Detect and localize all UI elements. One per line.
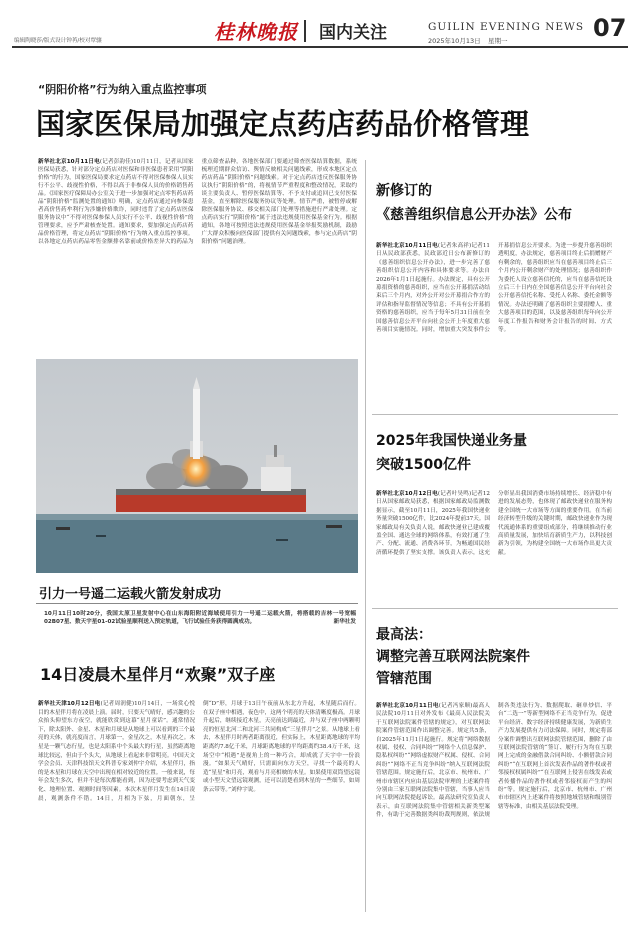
express-headline-line2: 突破1500亿件 bbox=[376, 457, 471, 473]
page-number: 07 bbox=[593, 14, 627, 42]
header-rule bbox=[12, 46, 628, 48]
photo-caption-text: 10月11日10时20分，我国太原卫星发射中心在山东海阳附近海域使用引力一号遥二运载火箭，将搭载的吉林一号宽幅02B07星、数天宇星01-02试验星顺利送入预定轨道，飞行试验任务获得圆满成功。 bbox=[44, 611, 356, 626]
jupiter-body bbox=[38, 700, 360, 914]
lead-reporter: (记者彭韵佳) bbox=[99, 159, 134, 165]
header-divider-bar bbox=[304, 20, 306, 42]
photo-caption-box bbox=[44, 610, 356, 644]
court-headline-line3: 管辖范围 bbox=[376, 671, 432, 687]
charity-headline-line1: 新修订的 bbox=[376, 183, 432, 199]
charity-body-text: 记者11日从民政部获悉，民政部近日公布新修订的《慈善组织信息公开办法》，进一步完善了慈善组织信息公开内容和具体要求等。办法自2026年1月1日起施行。办法规定，具有公开募捐资格的慈善组织，应当在公开募捐活动结束后三个月内，对外公开对公开募捐合作方的评估和指导监督情况等信息；不具有公开募捐资格的慈善组织，应当于每年5月31日前在全国慈善信息公开平台向社会公开上年度重大慈善项目实施情况。同时，增加重大突发事件公开募捐信息公开要求。为进一步提升慈善组织透明度，办法规定，慈善项目终止后捐赠财产有剩余的，慈善组织应当在慈善项目终止后三个月内公开剩余财产的处理情况；慈善组织作为委托人设立慈善信托的，应当在慈善信托设立后三十日内在全国慈善信息公开平台向社会公开慈善信托名称、受托人名称、委托金额等情况。办法还明确了慈善组织主要捐赠人、重大慈善项目的范围，以及慈善组织每年向公开年度工作报告和财务会计报告的时间、方式等。 bbox=[376, 243, 612, 334]
photo-caption-title: 引力一号遥二运载火箭发射成功 bbox=[39, 587, 222, 602]
jupiter-body-text: 10月14日，一场赏心悦目的木星伴月将在凌晨上演。届时，只要天气晴好，感兴趣的公众抬头仰望东方夜空，就能欣赏到这幕“星月童话”。通常情况下，除太阳外、金星、木星和月球是从地球上可以看到的三个最亮的天体，就亮度而言，月球第一，金星次之，木星再次之。木星是一颗气态行星，也是太阳系中个头最大的行星，虽然距离地球比较远，但由于个头大，从地球上看起来非常明亮。中国天文学会会员、天津科技馆天文科普专家刘仲宇介绍，木星伴月，指的是木星和月球在天空中出现在相对较近的位置。一般来说，每年会发生多次，但并不是每次都能看到，因为还要考虑到天气变化、地理位置、观测时间等因素。本次木星伴月发生在14日凌晨，观测条件不错。14日，月相为下弦，月面朝东，呈倒“D”形，月球于13日午夜前从东北方升起，木星随后而行。在双子座中相遇，夜色中，这两个明亮的天体清晰度极高。月球升起后，继续接近木星，天亮前达到最近，并与双子座中两颗明亮的恒星北河二和北河三共同构成“三星伴月”之景。从地球上看去，木星伴月时两者距离很近，但实际上，木星距离地球的平均距离约7.8亿千米，月球距离地球的平均距离约38.4万千米，这场空中“相遇”是视角上的一种巧合，却成就了天宇中一份浪漫。“如果天气晴好，只需面向东方天空，寻找一个最亮的人造“星星”和月亮，观看与月亮相映的木星。如果使用双筒望远镜或小型天文望远镜观测，还可以清楚看到木星的一些细节，如周条云带等。”刘仲宇说。 bbox=[38, 701, 360, 802]
issue-date: 2025年10月13日 bbox=[428, 37, 481, 45]
court-headline-line2: 调整完善互联网法院案件 bbox=[376, 649, 530, 665]
lead-dateline: 新华社北京10月11日电 bbox=[38, 159, 100, 165]
section-divider-2 bbox=[372, 608, 618, 609]
lead-headline: 国家医保局加强定点药店药品价格管理 bbox=[36, 107, 530, 141]
section-divider-1 bbox=[372, 414, 618, 415]
lead-body-text: 10月11日，记者从国家医保局获悉，针对部分定点药店对医保和非医保患者采用“阴阳价格”的行为，国家医保局要求定点药店不得对医保参保人员实行不公平、歧视性价格，不得以高于非参保人员的价格销售药品。《国家医疗保障局办公室关于进一步加强对定点零售药店药品“阴阳价格”监测处置的通知》明确，定点药店通过向参保患者高价售药牟利行为涉嫌价格欺诈，同时违背了定点药店医保服务协议中“不得对医保参保人员实行不公平、歧视性价格”的管理要求，应予严肃核查处置。通知要求，要加强定点药店药品价格管理，将定点药店“阴阳价格”行为纳入重点监控事项。以各地定点药店药品零售金额排名靠前或价格差异大的药品为重点筛查品种，各地医保部门要通过筛查医保结算数据，系统梳理近期群众信访、舆情反映相关问题线索，形成本地区定点药店药品“阴阳价格”问题线索。对于定点药店违反医保服务协议执行“阴阳价格”的，将视情节严重程度和整改情况，采取约谈主要负责人、暂停医保结算等、不予支付或追回已支付医保基金，直至解除医保服务协议等处理。情节严重，被暂停或解除医保服务协议、移交相关部门处理等措施进行严肃处理。定点药店实行“阴阳价格”属于违法违规使用医保基金行为。根据通知，各地可按照违法违规使用医保基金举报奖励机制，鼓励广大群众积极向医保部门提供有关问题线索，参与定点药店“阴阳价格”问题治理。 bbox=[38, 159, 357, 245]
express-headline-line1: 2025年我国快递业务量 bbox=[376, 433, 527, 449]
brand-english: GUILIN EVENING NEWS bbox=[428, 21, 585, 33]
court-headline-line1: 最高法： bbox=[376, 627, 432, 643]
photo-credit: 新华社发 bbox=[333, 619, 356, 626]
lead-kicker: “阴阳价格”行为纳入重点监控事项 bbox=[38, 83, 207, 96]
section-title: 国内关注 bbox=[319, 23, 387, 43]
express-body-text: 记者12日从国家邮政局获悉，根据国家邮政局监测数据显示，截至10月11日，2025年我国快递业务量突破1500亿件，比2024年提前37天。国家邮政局有关负责人说，邮政快递业已建成覆盖全国、通达全球的网络体系，有效打通了生产、分配、流通、消费各环节，为畅通国民经济循环提供了坚实支撑。该负责人表示，这充分彰显出我国消费市场持续增长、经济稳中有进的发展态势，也体现了邮政快递业在服务构建全国统一大市场等方面的重要作用。在当前经济转型升级的关键时期，邮政快递业作为现代流通体系的重要组成部分，将继续推动行业高质量发展，加快培育新质生产力，以科技创新为引领，为构建全国统一大市场作出更大贡献。 bbox=[376, 491, 612, 556]
column-divider bbox=[365, 160, 366, 912]
charity-headline-line2: 《慈善组织信息公开办法》公布 bbox=[376, 207, 572, 223]
court-reporter: (记者冯家顺) bbox=[438, 703, 473, 709]
photo-caption-rule bbox=[36, 603, 358, 604]
jupiter-dateline: 新华社天津10月12日电 bbox=[38, 701, 101, 707]
express-dateline: 新华社北京10月12日电 bbox=[376, 491, 438, 497]
express-body bbox=[376, 490, 612, 602]
court-dateline: 新华社北京10月11日电 bbox=[376, 703, 439, 709]
editor-credit: 编辑陶晓莎/版式设计钟苒/校对覃骧 bbox=[14, 38, 102, 44]
rocket-launch-photo bbox=[36, 359, 358, 573]
rocket-launch-illustration bbox=[36, 359, 358, 573]
jupiter-reporter: (记者周润健) bbox=[100, 701, 135, 707]
issue-weekday: 星期一 bbox=[488, 37, 508, 45]
court-body bbox=[376, 702, 612, 914]
lead-body bbox=[38, 158, 357, 342]
charity-dateline: 新华社北京10月11日电 bbox=[376, 243, 438, 249]
court-body-text: 最高人民法院10月11日对外发布《最高人民法院关于互联网法院案件管辖的规定》，对互联网法院案件管辖范围作出调整完善。规定共5条，自2025年11月1日起施行。规定将“网络数据权属、侵权、合同纠纷”“网络个人信息保护、隐私权纠纷”“网络虚拟财产权属、侵权、合同纠纷”“网络不正当竞争纠纷”纳入互联网法院管辖范围。规定施行后，北京市、杭州市、广州市市辖区内应由基层法院审理的上述案件将分别由三家互联网法院集中管辖，当事人应当向互联网法院提起诉讼。最高法研究室负责人表示，由互联网法院集中管辖相关新类型案件，有助于完善数据类纠纷裁判规则，依法规制各类违法行为、数据爬取、砸单炒信、平台“二选一”等新型网络不正当竞争行为，促进平台经济、数字经济持续健康发展，为新质生产力发展提供有力司法保障。同时，规定将部分案件调整出互联网法院管辖范围，删除了由互联网法院管辖的“签订、履行行为均在互联网上完成的金融借款合同纠纷、小额借款合同纠纷”“在互联网上首次发表作品的著作权或者邻接权权属纠纷”“在互联网上侵害在线发表或者传播作品的著作权或者邻接权而产生的纠纷”等。规定施行后，北京市、杭州市、广州市市辖区内上述案件将按照地域管辖和级别管辖等标准，由相关基层法院受理。 bbox=[376, 703, 612, 819]
newspaper-brand-logo: 桂林晚报 bbox=[214, 20, 298, 44]
jupiter-headline: 14日凌晨木星伴月“欢聚”双子座 bbox=[40, 665, 276, 684]
charity-body bbox=[376, 242, 612, 408]
express-reporter: (记者叶昊鸣) bbox=[437, 491, 472, 497]
charity-reporter: (记者朱高祥) bbox=[437, 243, 472, 249]
